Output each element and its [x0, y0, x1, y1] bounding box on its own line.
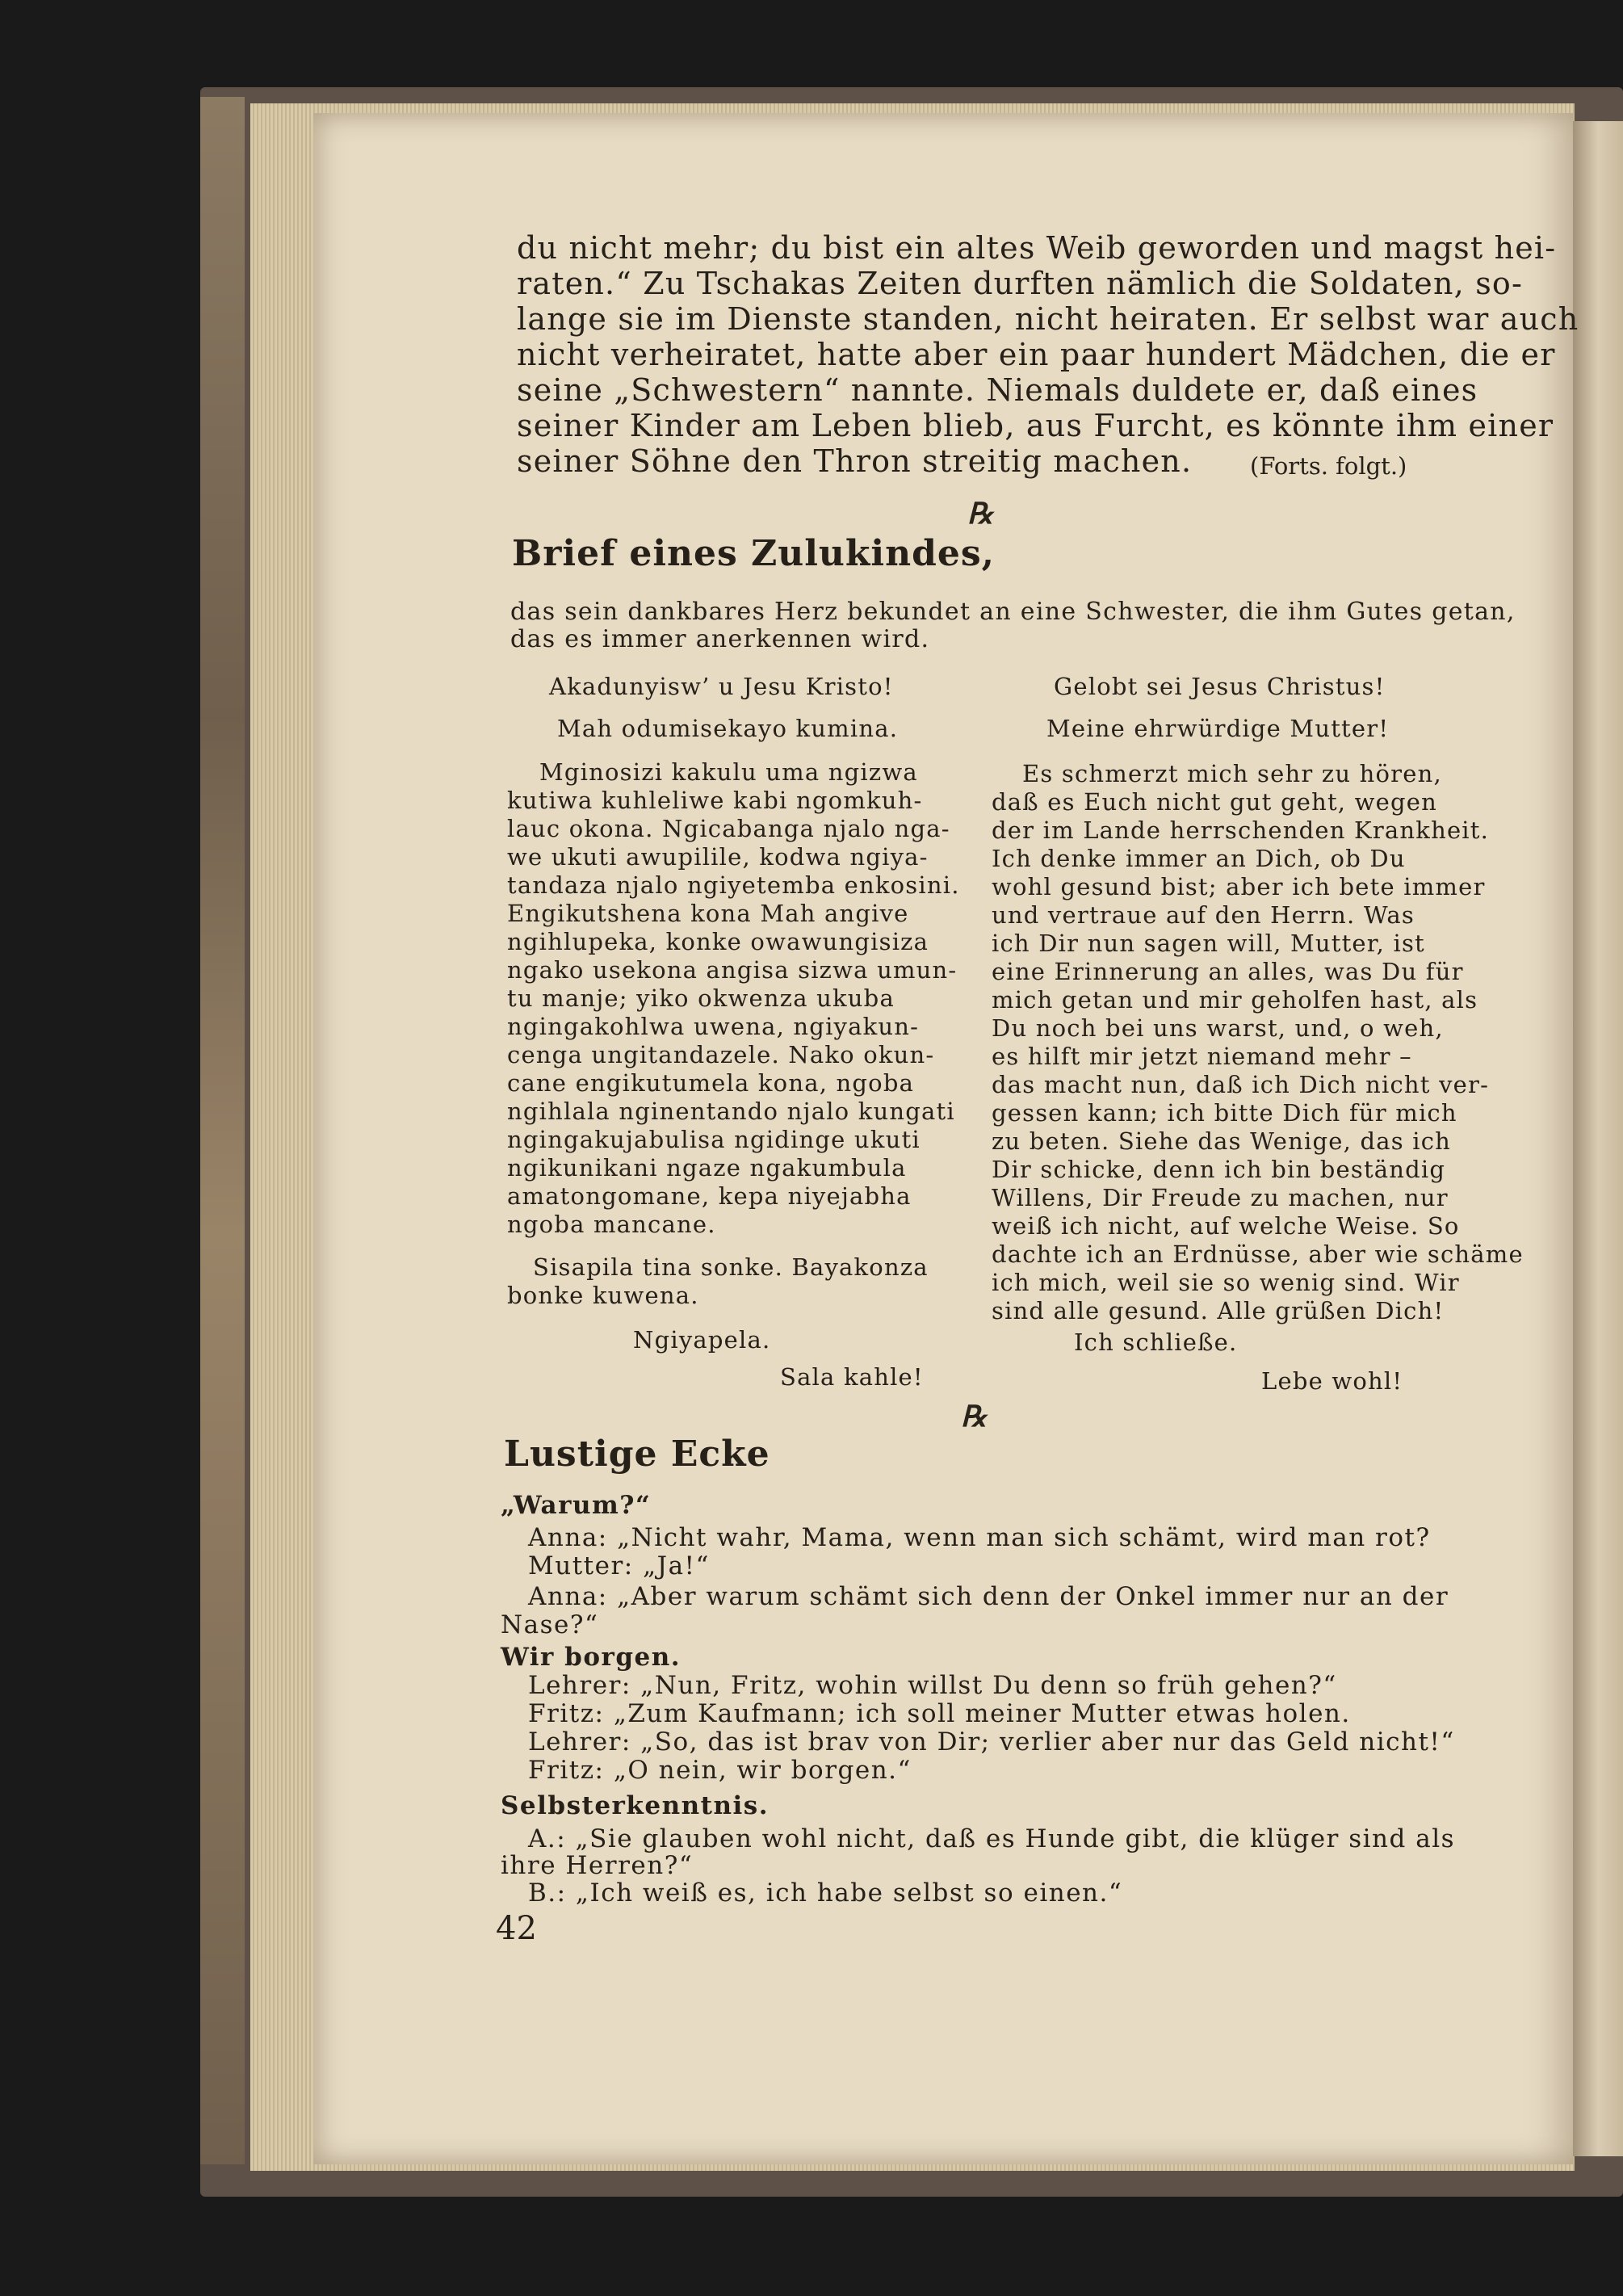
separator-mark: ℞	[967, 497, 994, 531]
joke-line: Fritz: „Zum Kaufmann; ich soll meiner Mutter etwas holen.	[528, 1699, 1351, 1728]
letter-title: Brief eines Zulukindes,	[512, 533, 995, 574]
german-line: ich Dir nun sagen will, Mutter, ist	[992, 930, 1425, 957]
joke-line: B.: „Ich weiß es, ich habe selbst so einen.“	[528, 1878, 1123, 1908]
joke-line: Fritz: „O nein, wir borgen.“	[528, 1756, 912, 1785]
german-line: Ich denke immer an Dich, ob Du	[992, 845, 1406, 872]
zulu-line: we ukuti awupilile, kodwa ngiya-	[507, 843, 929, 871]
joke-line: Anna: „Aber warum schämt sich denn der Onkel immer nur an der	[528, 1582, 1449, 1611]
zulu-line: cenga ungitandazele. Nako okun-	[507, 1041, 935, 1068]
german-line: der im Lande herrschenden Krankheit.	[992, 816, 1490, 844]
joke-line: Anna: „Nicht wahr, Mama, wenn man sich schämt, wird man rot?	[528, 1523, 1431, 1552]
joke-title: „Warum?“	[501, 1491, 652, 1520]
zulu-line: ngikunikani ngaze ngakumbula	[507, 1154, 907, 1182]
joke-line: A.: „Sie glauben wohl nicht, daß es Hunde gibt, die klüger sind als	[528, 1824, 1456, 1853]
joke-line: ihre Herren?“	[501, 1851, 694, 1880]
german-greeting: Gelobt sei Jesus Christus!	[1054, 673, 1386, 700]
zulu-greeting: Akadunyisw’ u Jesu Kristo!	[549, 673, 894, 700]
german-line: wohl gesund bist; aber ich bete immer	[992, 873, 1486, 900]
zulu-line: tu manje; yiko okwenza ukuba	[507, 984, 895, 1012]
zulu-signoff: Sala kahle!	[780, 1363, 924, 1391]
zulu-line: amatongomane, kepa niyejabha	[507, 1182, 912, 1210]
german-line: weiß ich nicht, auf welche Weise. So	[992, 1212, 1460, 1240]
joke-line: Lehrer: „So, das ist brav von Dir; verlier aber nur das Geld nicht!“	[528, 1727, 1455, 1757]
page-number: 42	[496, 1910, 537, 1947]
article-line: lange sie im Dienste standen, nicht heiraten. Er selbst war auch	[517, 301, 1579, 337]
zulu-line: ngihlupeka, konke owawungisiza	[507, 928, 929, 955]
facing-page-edge	[1573, 121, 1623, 2156]
letter-subtitle-line: das es immer anerkennen wird.	[510, 625, 930, 653]
article-line: nicht verheiratet, hatte aber ein paar hundert Mädchen, die er	[517, 337, 1556, 372]
german-line: eine Erinnerung an alles, was Du für	[992, 958, 1464, 985]
continued-note: (Forts. folgt.)	[1250, 452, 1407, 480]
german-line: gessen kann; ich bitte Dich für mich	[992, 1099, 1457, 1127]
german-line: sind alle gesund. Alle grüßen Dich!	[992, 1297, 1445, 1324]
zulu-line: Sisapila tina sonke. Bayakonza	[533, 1253, 929, 1281]
german-line: daß es Euch nicht gut geht, wegen	[992, 788, 1438, 816]
jokes-title: Lustige Ecke	[504, 1433, 770, 1475]
zulu-line: tandaza njalo ngiyetemba enkosini.	[507, 871, 960, 899]
article-line: seiner Kinder am Leben blieb, aus Furcht, es könnte ihm einer	[517, 408, 1554, 443]
german-line: mich getan und mir geholfen hast, als	[992, 986, 1478, 1014]
zulu-line: ngoba mancane.	[507, 1211, 716, 1238]
zulu-farewell: Ngiyapela.	[633, 1326, 771, 1354]
german-farewell: Ich schließe.	[1074, 1328, 1238, 1356]
article-line: seiner Söhne den Thron streitig machen.	[517, 443, 1193, 479]
german-line: das macht nun, daß ich Dich nicht ver-	[992, 1071, 1490, 1098]
joke-title: Wir borgen.	[501, 1643, 681, 1672]
german-line: Dir schicke, denn ich bin beständig	[992, 1156, 1446, 1183]
german-line: es hilft mir jetzt niemand mehr –	[992, 1043, 1412, 1070]
german-line: ich mich, weil sie so wenig sind. Wir	[992, 1269, 1460, 1296]
cover-corner	[200, 97, 245, 2164]
zulu-line: bonke kuwena.	[507, 1282, 699, 1309]
article-line: raten.“ Zu Tschakas Zeiten durften nämlich die Soldaten, so-	[517, 266, 1524, 301]
zulu-line: Mginosizi kakulu uma ngizwa	[539, 758, 918, 786]
german-salutation: Meine ehrwürdige Mutter!	[1046, 715, 1390, 742]
zulu-line: lauc okona. Ngicabanga njalo nga-	[507, 815, 950, 842]
zulu-line: ngingakohlwa uwena, ngiyakun-	[507, 1013, 920, 1040]
letter-subtitle-line: das sein dankbares Herz bekundet an eine Schwester, die ihm Gutes getan,	[510, 598, 1516, 626]
separator-mark: ℞	[961, 1400, 988, 1433]
zulu-line: ngihlala nginentando njalo kungati	[507, 1098, 955, 1125]
german-line: Du noch bei uns warst, und, o weh,	[992, 1014, 1444, 1042]
zulu-line: ngako usekona angisa sizwa umun-	[507, 956, 958, 984]
joke-line: Mutter: „Ja!“	[528, 1551, 710, 1580]
german-signoff: Lebe wohl!	[1261, 1367, 1403, 1395]
article-line: du nicht mehr; du bist ein altes Weib geworden und magst hei-	[517, 230, 1557, 266]
german-line: zu beten. Siehe das Wenige, das ich	[992, 1127, 1452, 1155]
zulu-line: cane engikutumela kona, ngoba	[507, 1069, 915, 1097]
joke-line: Nase?“	[501, 1610, 599, 1639]
zulu-line: kutiwa kuhleliwe kabi ngomkuh-	[507, 787, 923, 814]
joke-title: Selbsterkenntnis.	[501, 1791, 770, 1820]
joke-line: Lehrer: „Nun, Fritz, wohin willst Du denn so früh gehen?“	[528, 1671, 1337, 1700]
article-line: seine „Schwestern“ nannte. Niemals duldete er, daß eines	[517, 372, 1478, 408]
german-line: dachte ich an Erdnüsse, aber wie schäme	[992, 1240, 1524, 1268]
german-line: Es schmerzt mich sehr zu hören,	[1022, 760, 1442, 787]
german-line: Willens, Dir Freude zu machen, nur	[992, 1184, 1449, 1211]
zulu-line: ngingakujabulisa ngidinge ukuti	[507, 1126, 921, 1153]
zulu-salutation: Mah odumisekayo kumina.	[557, 715, 899, 742]
zulu-line: Engikutshena kona Mah angive	[507, 900, 909, 927]
german-line: und vertraue auf den Herrn. Was	[992, 901, 1415, 929]
